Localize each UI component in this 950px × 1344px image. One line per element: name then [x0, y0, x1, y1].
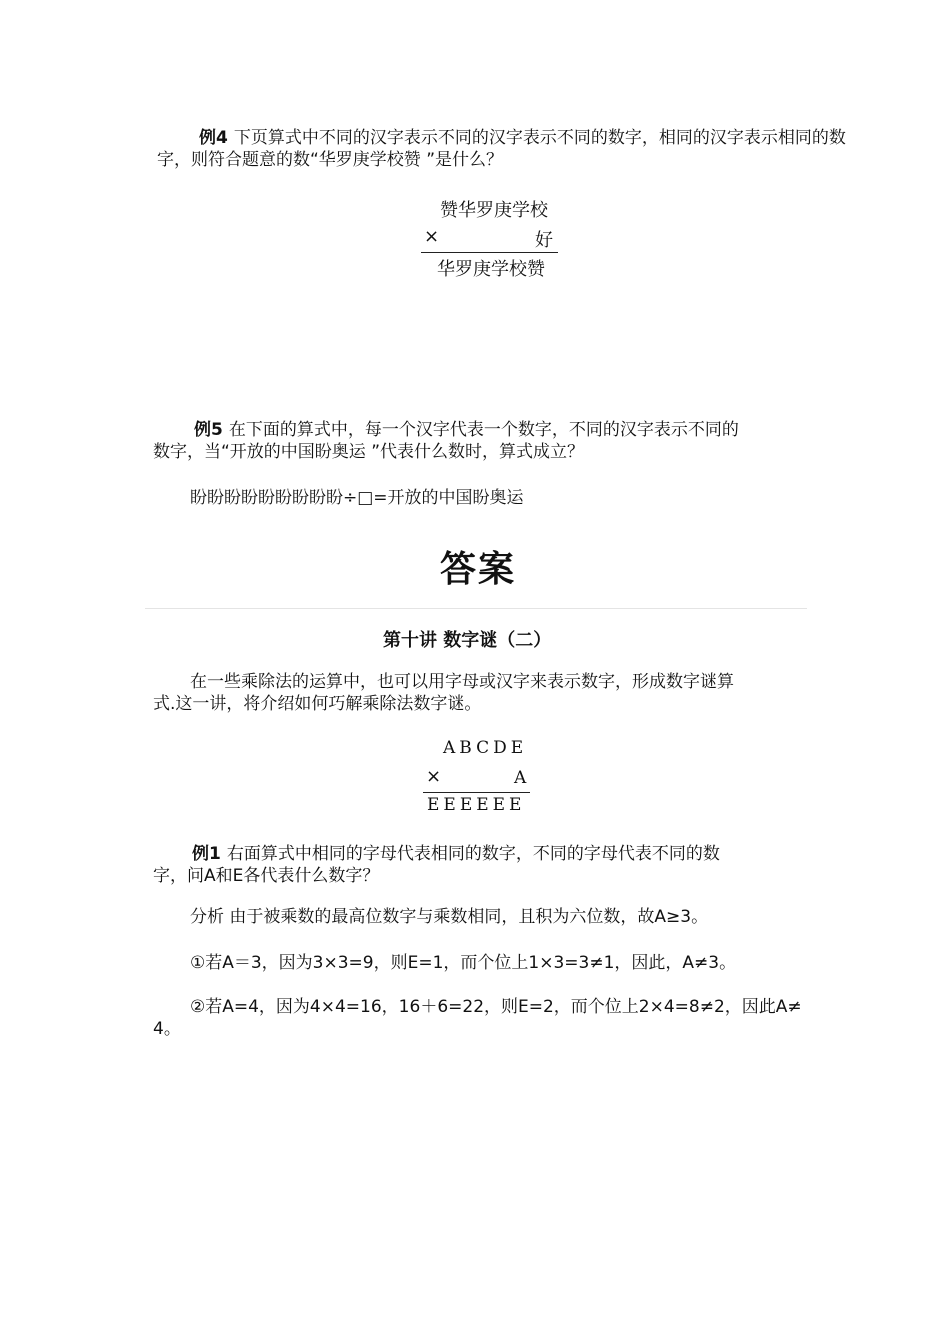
example4-text-1: 下页算式中不同的汉字表示不同的汉字表示不同的数字，相同的汉字表示相同的数 — [233, 128, 846, 148]
answer-heading: 答案 — [440, 549, 517, 590]
example5-label: 例5 — [194, 420, 223, 440]
example1-line2: 字，问A和E各代表什么数字？ — [153, 866, 380, 886]
lecture-product-line — [423, 792, 530, 793]
example4-multiplicand: 赞华罗庚学校 — [440, 200, 548, 221]
example5-text-1: 在下面的算式中，每一个汉字代表一个数字，不同的汉字表示不同的 — [228, 420, 739, 440]
example4-line2: 字，则符合题意的数“华罗庚学校赞 ”是什么？ — [157, 150, 504, 170]
lecture-operator: × — [426, 766, 442, 787]
example1-label: 例1 — [192, 844, 221, 864]
example4-product-line — [421, 252, 558, 253]
example5-equation: 盼盼盼盼盼盼盼盼盼÷□=开放的中国盼奥运 — [190, 488, 524, 508]
example4-operator: × — [424, 226, 440, 247]
example1-case2-line2: 4。 — [153, 1019, 181, 1039]
example4-line1 — [199, 127, 846, 149]
example1-case1: ①若A＝3，因为3×3=9，则E=1，而个位上1×3=3≠1，因此，A≠3。 — [190, 953, 737, 973]
lecture-multiplier: A — [514, 768, 531, 788]
example4-label: 例4 — [199, 128, 228, 148]
lecture-title: 第十讲 数字谜（二） — [383, 630, 552, 651]
example4-multiplier: 好 — [535, 230, 553, 251]
section-divider — [145, 608, 807, 609]
lecture-multiplicand: ABCDE — [443, 738, 528, 758]
example1-case2-line1: ②若A=4，因为4×4=16，16＋6=22，则E=2，而个位上2×4=8≠2，因此A≠ — [190, 997, 802, 1017]
example4-product: 华罗庚学校赞 — [437, 259, 545, 280]
lecture-product: EEEEEE — [427, 795, 526, 815]
example1-analysis: 分析 由于被乘数的最高位数字与乘数相同，且积为六位数，故A≥3。 — [190, 907, 709, 927]
example1-line1 — [192, 843, 720, 865]
lecture-intro-line2: 式.这一讲，将介绍如何巧解乘除法数字谜。 — [153, 694, 482, 714]
lecture-intro-line1: 在一些乘除法的运算中，也可以用字母或汉字来表示数字，形成数字谜算 — [190, 672, 734, 692]
example5-line2: 数字，当“开放的中国盼奥运 ”代表什么数时，算式成立？ — [153, 442, 585, 462]
example1-text-1: 右面算式中相同的字母代表相同的数字，不同的字母代表不同的数 — [226, 844, 720, 864]
example5-line1 — [194, 419, 739, 441]
